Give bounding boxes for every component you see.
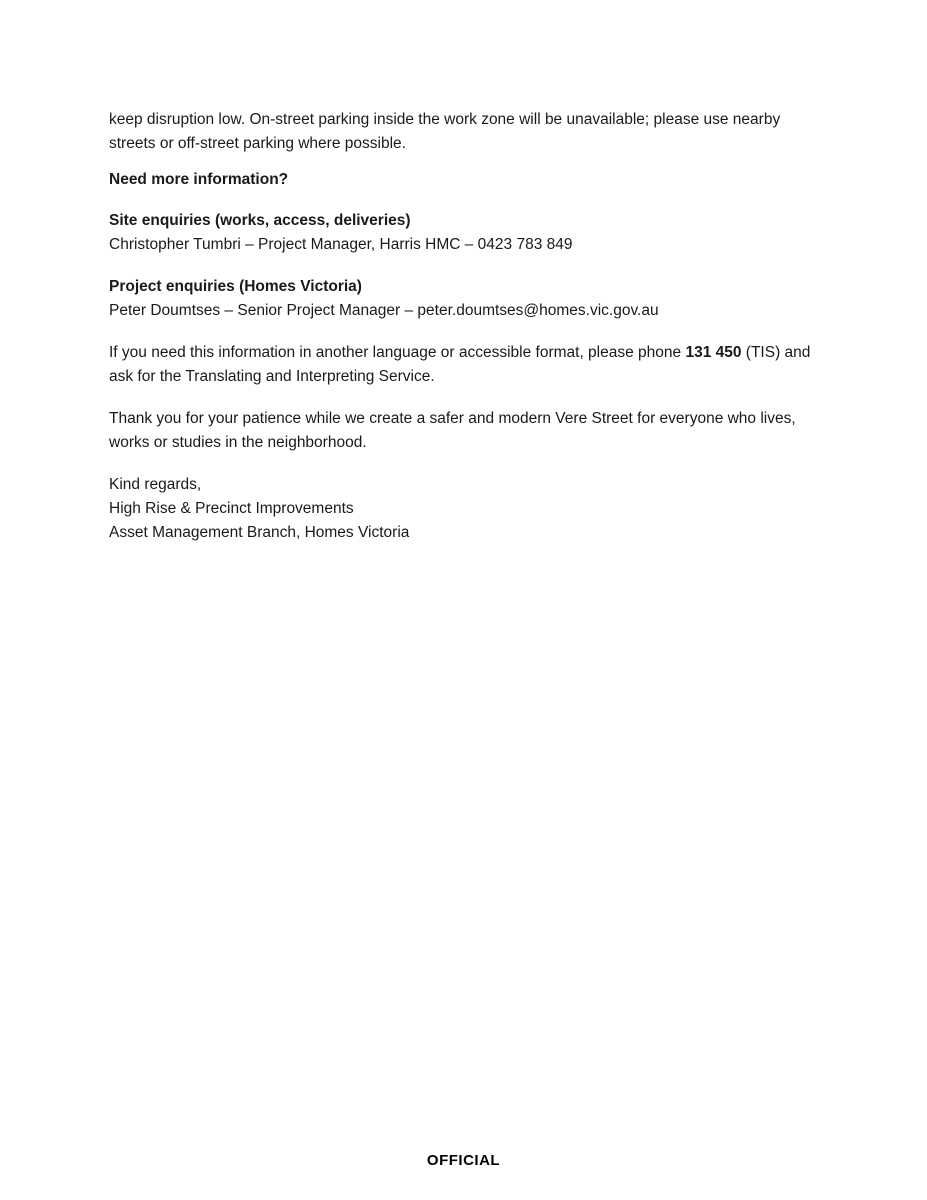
thanks-paragraph: Thank you for your patience while we create a safer and modern Vere Street for everyone who lives, works or studies in the neighborhood. — [109, 410, 796, 451]
language-paragraph — [109, 341, 829, 389]
signoff-branch: Asset Management Branch, Homes Victoria — [109, 524, 410, 541]
signoff-greeting: Kind regards, — [109, 476, 202, 493]
site-enquiries-block — [109, 209, 829, 257]
site-enquiries-heading: Site enquiries (works, access, deliveries) — [109, 212, 411, 229]
info-heading: Need more information? — [109, 171, 289, 188]
language-text-after: (TIS) and ask for the Translating and Interpreting Service. — [109, 344, 811, 385]
classification-footer: OFFICIAL — [426, 1152, 501, 1169]
project-enquiries-contact: Peter Doumtses – Senior Project Manager – peter.doumtses@homes.vic.gov.au — [109, 302, 659, 319]
project-enquiries-heading: Project enquiries (Homes Victoria) — [109, 278, 362, 295]
signoff-team: High Rise & Precinct Improvements — [109, 500, 354, 517]
language-text-before: If you need this information in another language or accessible format, please phone — [109, 344, 686, 361]
signoff-block — [109, 473, 829, 545]
intro-paragraph: keep disruption low. On-street parking inside the work zone will be unavailable; please use nearby streets or off-street parking where possible. — [109, 111, 781, 152]
tis-phone-number: 131 450 — [685, 344, 742, 361]
document-body — [109, 108, 829, 545]
site-enquiries-contact: Christopher Tumbri – Project Manager, Harris HMC – 0423 783 849 — [109, 236, 573, 253]
project-enquiries-block — [109, 275, 829, 323]
